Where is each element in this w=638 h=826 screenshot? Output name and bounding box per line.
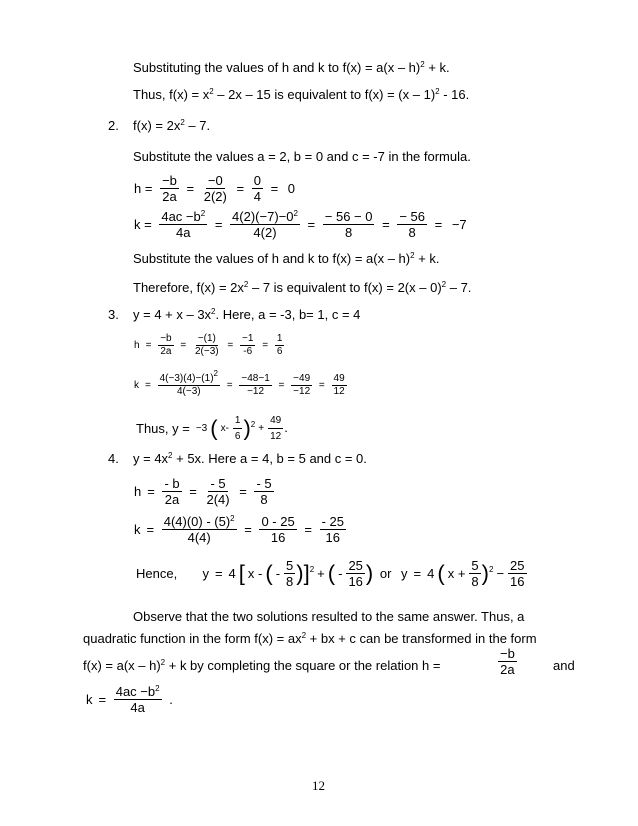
item-number-3: 3. [108, 307, 119, 322]
item-3-function: $y = 4 + x - 3x^2$. Here, a = -3, b= 1, c = 4 [133, 307, 361, 322]
item-2-therefore: Therefore, $f(x) = 2x^2 - 7$ is equivalent to f(x) = 2(x – 0)$^2$ – 7. [133, 280, 472, 295]
item-3-thus-equation: Thus, y = −3 ( x- $\frac{1}{6}$ )$^2$ + $\frac{49}{12}$ . [136, 415, 288, 442]
item-4-function: $y = 4x^2 + 5x$. Here a = 4, b = 5 and c = 0. [133, 451, 367, 466]
observe-line-1: Observe that the two solutions resulted to the same answer. Thus, a [133, 609, 525, 624]
item-3-h-equation: h = $\frac{-b}{2a}$ = $\frac{-(1)}{2(-3)}$ = $\frac{-1}{-6}$ = $\frac{1}{6}$ [134, 333, 283, 357]
item-2-h-equation: h = $\frac{-b}{2a}$ = $\frac{-0}{2(2)}$ = $\frac{0}{4}$ = 0 [134, 173, 296, 204]
observe-and: and [553, 658, 575, 673]
item-2-substitute-hk: Substitute the values of h and k to f(x) = a(x – h)$^2$ + k. [133, 251, 440, 266]
item-2-function: $f(x) = 2x^2 - 7$. [133, 118, 211, 133]
text-line-substituting: Substituting the values of h and k to f(x) = a(x – h)$^2$ + k. [133, 60, 450, 75]
item-3-k-equation: k = $\frac{4(-3)(4)-(1)^2}{4(-3)}$ = $\frac{-48-1}{-12}$ = $\frac{-49}{-12}$ = $\frac{49}{12}$ [134, 369, 345, 397]
observe-h-fraction: $\frac{-b}{2a}$ [500, 646, 515, 677]
observe-line-2: quadratic function in the form $f(x) = ax^2$ + bx + c can be transformed in the form [83, 631, 537, 646]
observe-line-3: f(x) = a(x – h)$^2$ + k by completing the square or the relation h = [83, 658, 441, 673]
page-number: 12 [312, 778, 325, 793]
item-number-4: 4. [108, 451, 119, 466]
item-2-substitute: Substitute the values a = 2, b = 0 and c = -7 in the formula. [133, 149, 471, 164]
item-4-hence-equation: Hence, y = 4 [ x - ( - $\frac{5}{8}$ )]$^2$ + ( - $\frac{25}{16}$ ) or y = 4 ( x + $\frac{5}{8}$ )$^2$ − $\frac{25}{16}$ [136, 558, 525, 589]
item-number-2: 2. [108, 118, 119, 133]
item-2-k-equation: k = $\frac{4ac -b^2}{4a}$ = $\frac{4(2)(-7)-0^2}{4(2)}$ = $\frac{- 56 - 0}{8}$ = $\frac{- 56}{8}$ = −7 [134, 209, 467, 240]
observe-k-relation: k = $\frac{4ac -b^2}{4a}$ . [86, 684, 173, 715]
item-4-h-equation: h = $\frac{- b}{2a}$ = $\frac{- 5}{2(4)}$ = $\frac{- 5}{8}$ [134, 476, 272, 507]
item-4-k-equation: k = $\frac{4(4)(0) - (5)^2}{4(4)}$ = $\frac{0 - 25}{16}$ = $\frac{- 25}{16}$ [134, 514, 344, 545]
text-line-thus: Thus, $f(x) = x^2 - 2x - 15$ is equivalent to f(x) = (x – 1)$^2$ - 16. [133, 87, 470, 102]
